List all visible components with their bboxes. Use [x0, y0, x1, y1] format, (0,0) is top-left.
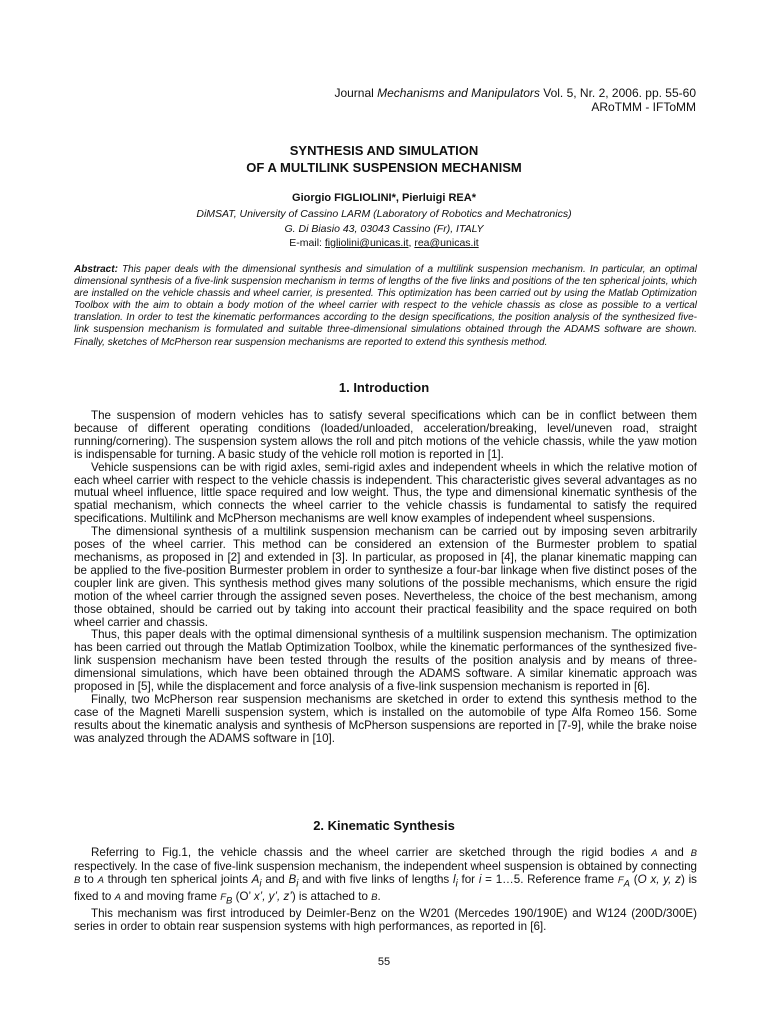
affiliation: DiMSAT, University of Cassino LARM (Laboratory of Robotics and Mechatronics) G. Di Biasio 43, 03043 Cassino (Fr), ITALY E-mail: figliolini@unicas.it, rea@unicas.it [0, 207, 768, 251]
page-number: 55 [377, 956, 391, 968]
paragraph: Referring to Fig.1, the vehicle chassis and the wheel carrier are sketched through the rigid bodies A and B respectively. In the case of five-link suspension mechanism, the independent wheel suspension is obtained by connecting B to A through ten spherical joints $A_i$ and $B_i$ and with five links of lengths $l_i$ for i = 1…5. Reference frame $F_A$ (O x, y, z) is fixed to A and moving frame $F_B$ (O’ x’, y’, z’) is attached to B. [74, 846, 697, 907]
paragraph: The suspension of modern vehicles has to satisfy several specifications which can be in conflict between them because of different operating conditions (loaded/unloaded, acceleration/breaking, level/uneven road, straight running/cornering). The suspension system allows the roll and pitch motions of the vehicle chassis, while the yaw motion is indispensable for turning. A basic study of the vehicle roll motion is reported in [1]. [74, 409, 697, 461]
email-link-figliolini[interactable]: figliolini@unicas.it [324, 237, 409, 249]
kinematic-synthesis-body [74, 847, 697, 934]
journal-org: ARoTMM - IFToMM [591, 100, 696, 114]
paragraph: The dimensional synthesis of a multilink suspension mechanism can be carried out by imposing seven arbitrarily poses of the wheel carrier. This method can be considered an extension of the Burmester problem to spatial mechanisms, as proposed in [2] and extended in [3]. In particular, as proposed in [4], the planar kinematic mapping can be applied to the five-position Burmester problem in order to synthesize a four-bar linkage when five distinct poses of the coupler link are given. This synthesis method gives many solutions of the possible mechanisms, which ensure the rigid motion of the wheel carrier through the assigned seven poses. Nevertheless, the choice of the best mechanism, among those obtained, should be carried out by taking into account their practical feasibility and the space required on both wheel carrier and chassis. [74, 525, 697, 629]
section-heading-introduction: 1. Introduction [338, 380, 430, 395]
email-link-rea[interactable]: rea@unicas.it [414, 237, 479, 249]
paragraph: Vehicle suspensions can be with rigid axles, semi-rigid axles and independent wheels in which the relative motion of each wheel carrier with respect to the vehicle chassis is independent. This characteristic gives several advantages as no mutual wheel influence, little space required and low weight. Thus, the type and dimensional kinematic synthesis of the spatial mechanism, which connects the wheel carrier to the vehicle chassis is fundamental to satisfy the required specifications. Multilink and McPherson mechanisms are well know examples of independent wheel suspensions. [74, 460, 697, 526]
paragraph: Finally, two McPherson rear suspension mechanisms are sketched in order to extend this synthesis method to the case of the Magneti Marelli suspension system, which is installed on the automobile of type Alfa Romeo 156. Some results about the kinematic analysis and synthesis of McPherson suspensions are reported in [7-9], while the brake noise was analyzed through the ADAMS software in [10]. [74, 692, 697, 745]
email-line: E-mail: figliolini@unicas.it, rea@unicas.it [289, 237, 479, 249]
abstract-text: This paper deals with the dimensional synthesis and simulation of a multilink suspension mechanism. In particular, an optimal dimensional synthesis of a five-link suspension mechanism in terms of lengths of the five links and positions of the ten spherical joints, which are installed on the vehicle chassis and wheel carrier, is presented. This optimization has been carried out by using the Matlab Optimization Toolbox with the aim to obtain a body motion of the wheel carrier with respect to the vehicle chassis as close as possible to a vertical translation. In order to test the kinematic performances according to the design specifications, the position analysis of the synthesized five-link suspension mechanism is formulated and suitable three-dimensional simulations obtained through the ADAMS software are shown. Finally, sketches of McPherson rear suspension mechanisms are reported to extend this synthesis method. [74, 264, 697, 348]
abstract-label: Abstract: [74, 264, 118, 275]
paragraph: This mechanism was first introduced by Deimler-Benz on the W201 (Mercedes 190/190E) and W124 (200D/300E) series in order to obtain rear suspension systems with high performances, as reported in [6]. [74, 907, 697, 934]
section-heading-kinematic-synthesis: 2. Kinematic Synthesis [313, 818, 455, 833]
authors: Giorgio FIGLIOLINI*, Pierluigi REA* [292, 192, 476, 204]
abstract [74, 264, 697, 349]
journal-name: Mechanisms and Manipulators [377, 86, 540, 100]
paper-title: SYNTHESIS AND SIMULATION OF A MULTILINK SUSPENSION MECHANISM [246, 143, 522, 175]
journal-header [334, 86, 696, 114]
introduction-body [74, 410, 697, 746]
journal-citation: Journal Mechanisms and Manipulators Vol. 5, Nr. 2, 2006. pp. 55-60 [334, 86, 696, 100]
paragraph: Thus, this paper deals with the optimal dimensional synthesis of a multilink suspension mechanism. The optimization has been carried out through the Matlab Optimization Toolbox, while the kinematic performances of the synthesized five-link suspension mechanism have been tested through the results of the position analysis and by means of three-dimensional simulations, which have been obtained through the ADAMS software. A similar kinematic approach was proposed in [5], while the displacement and force analysis of a five-link suspension mechanism is reported in [6]. [74, 628, 697, 694]
